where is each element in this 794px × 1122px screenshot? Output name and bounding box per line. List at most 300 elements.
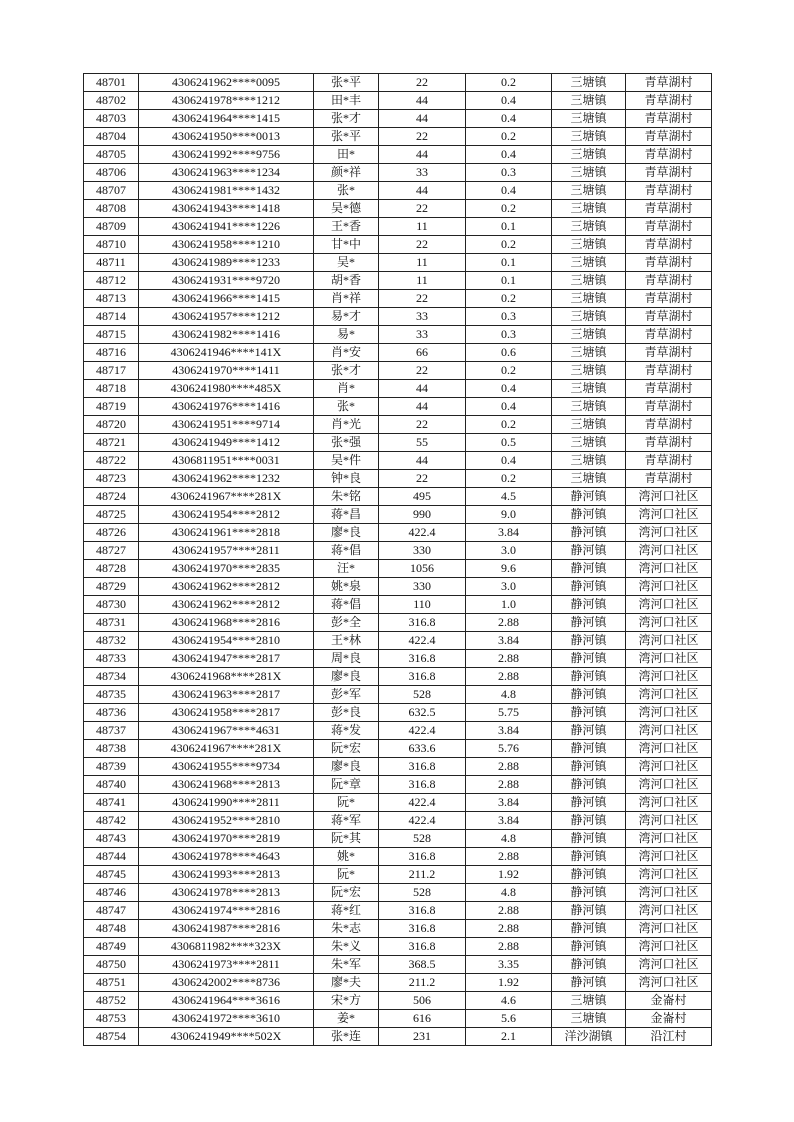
village-cell: 青草湖村 — [626, 380, 712, 398]
table-row — [84, 632, 712, 650]
id-number-cell: 4306241947****2817 — [139, 650, 314, 668]
serial-number-cell: 48732 — [84, 632, 139, 650]
amount-cell: 55 — [379, 434, 466, 452]
village-cell: 湾河口社区 — [626, 668, 712, 686]
amount-cell: 44 — [379, 452, 466, 470]
amount-cell: 316.8 — [379, 776, 466, 794]
village-cell: 青草湖村 — [626, 272, 712, 290]
area-cell: 4.8 — [466, 884, 552, 902]
serial-number-cell: 48752 — [84, 992, 139, 1010]
table-row — [84, 992, 712, 1010]
village-cell: 青草湖村 — [626, 164, 712, 182]
village-cell: 青草湖村 — [626, 398, 712, 416]
name-cell: 朱*义 — [314, 938, 379, 956]
town-cell: 三塘镇 — [552, 416, 626, 434]
town-cell: 静河镇 — [552, 938, 626, 956]
amount-cell: 316.8 — [379, 902, 466, 920]
serial-number-cell: 48708 — [84, 200, 139, 218]
area-cell: 2.88 — [466, 776, 552, 794]
id-number-cell: 4306241968****2813 — [139, 776, 314, 794]
amount-cell: 211.2 — [379, 974, 466, 992]
area-cell: 0.3 — [466, 308, 552, 326]
id-number-cell: 4306241943****1418 — [139, 200, 314, 218]
town-cell: 静河镇 — [552, 542, 626, 560]
town-cell: 静河镇 — [552, 812, 626, 830]
name-cell: 吴* — [314, 254, 379, 272]
town-cell: 静河镇 — [552, 524, 626, 542]
area-cell: 3.84 — [466, 524, 552, 542]
table-row — [84, 236, 712, 254]
name-cell: 廖*良 — [314, 524, 379, 542]
area-cell: 0.4 — [466, 92, 552, 110]
town-cell: 静河镇 — [552, 668, 626, 686]
id-number-cell: 4306241978****4643 — [139, 848, 314, 866]
name-cell: 姚* — [314, 848, 379, 866]
id-number-cell: 4306241970****1411 — [139, 362, 314, 380]
area-cell: 0.2 — [466, 470, 552, 488]
serial-number-cell: 48737 — [84, 722, 139, 740]
town-cell: 三塘镇 — [552, 218, 626, 236]
serial-number-cell: 48707 — [84, 182, 139, 200]
amount-cell: 316.8 — [379, 650, 466, 668]
amount-cell: 330 — [379, 542, 466, 560]
amount-cell: 11 — [379, 218, 466, 236]
village-cell: 青草湖村 — [626, 200, 712, 218]
name-cell: 阮*章 — [314, 776, 379, 794]
town-cell: 静河镇 — [552, 632, 626, 650]
id-number-cell: 4306241976****1416 — [139, 398, 314, 416]
serial-number-cell: 48749 — [84, 938, 139, 956]
table-row — [84, 542, 712, 560]
village-cell: 湾河口社区 — [626, 578, 712, 596]
name-cell: 蒋*倡 — [314, 596, 379, 614]
table-row — [84, 848, 712, 866]
name-cell: 阮*宏 — [314, 884, 379, 902]
table-row — [84, 416, 712, 434]
area-cell: 3.84 — [466, 632, 552, 650]
name-cell: 张*才 — [314, 110, 379, 128]
table-row — [84, 920, 712, 938]
serial-number-cell: 48747 — [84, 902, 139, 920]
table-body — [84, 74, 712, 1046]
id-number-cell: 4306241989****1233 — [139, 254, 314, 272]
serial-number-cell: 48738 — [84, 740, 139, 758]
serial-number-cell: 48701 — [84, 74, 139, 92]
town-cell: 静河镇 — [552, 560, 626, 578]
amount-cell: 66 — [379, 344, 466, 362]
town-cell: 静河镇 — [552, 884, 626, 902]
id-number-cell: 4306241970****2819 — [139, 830, 314, 848]
table-row — [84, 1010, 712, 1028]
area-cell: 0.6 — [466, 344, 552, 362]
table-row — [84, 740, 712, 758]
name-cell: 汪* — [314, 560, 379, 578]
name-cell: 阮* — [314, 866, 379, 884]
town-cell: 静河镇 — [552, 776, 626, 794]
table-row — [84, 776, 712, 794]
table-row — [84, 362, 712, 380]
area-cell: 0.4 — [466, 182, 552, 200]
town-cell: 三塘镇 — [552, 272, 626, 290]
serial-number-cell: 48723 — [84, 470, 139, 488]
town-cell: 三塘镇 — [552, 92, 626, 110]
table-row — [84, 290, 712, 308]
amount-cell: 231 — [379, 1028, 466, 1046]
town-cell: 静河镇 — [552, 920, 626, 938]
name-cell: 蒋*倡 — [314, 542, 379, 560]
town-cell: 三塘镇 — [552, 398, 626, 416]
amount-cell: 110 — [379, 596, 466, 614]
amount-cell: 44 — [379, 380, 466, 398]
table-row — [84, 308, 712, 326]
village-cell: 湾河口社区 — [626, 506, 712, 524]
table-row — [84, 956, 712, 974]
amount-cell: 316.8 — [379, 848, 466, 866]
name-cell: 胡*香 — [314, 272, 379, 290]
name-cell: 张*连 — [314, 1028, 379, 1046]
name-cell: 王*香 — [314, 218, 379, 236]
table-row — [84, 182, 712, 200]
amount-cell: 633.6 — [379, 740, 466, 758]
village-cell: 湾河口社区 — [626, 956, 712, 974]
name-cell: 彭*良 — [314, 704, 379, 722]
area-cell: 3.35 — [466, 956, 552, 974]
name-cell: 张*平 — [314, 128, 379, 146]
town-cell: 三塘镇 — [552, 254, 626, 272]
village-cell: 湾河口社区 — [626, 938, 712, 956]
id-number-cell: 4306241968****2816 — [139, 614, 314, 632]
serial-number-cell: 48706 — [84, 164, 139, 182]
village-cell: 湾河口社区 — [626, 632, 712, 650]
village-cell: 湾河口社区 — [626, 776, 712, 794]
table-row — [84, 668, 712, 686]
amount-cell: 22 — [379, 362, 466, 380]
village-cell: 金崙村 — [626, 1010, 712, 1028]
name-cell: 阮*宏 — [314, 740, 379, 758]
table-row — [84, 272, 712, 290]
town-cell: 静河镇 — [552, 956, 626, 974]
village-cell: 青草湖村 — [626, 362, 712, 380]
area-cell: 2.88 — [466, 848, 552, 866]
name-cell: 周*良 — [314, 650, 379, 668]
id-number-cell: 4306241962****2812 — [139, 596, 314, 614]
id-number-cell: 4306241982****1416 — [139, 326, 314, 344]
area-cell: 3.0 — [466, 578, 552, 596]
area-cell: 5.6 — [466, 1010, 552, 1028]
table-row — [84, 380, 712, 398]
name-cell: 张* — [314, 182, 379, 200]
area-cell: 0.3 — [466, 326, 552, 344]
village-cell: 青草湖村 — [626, 182, 712, 200]
table-row — [84, 794, 712, 812]
name-cell: 廖*良 — [314, 758, 379, 776]
name-cell: 易* — [314, 326, 379, 344]
serial-number-cell: 48710 — [84, 236, 139, 254]
area-cell: 2.1 — [466, 1028, 552, 1046]
table-row — [84, 92, 712, 110]
village-cell: 青草湖村 — [626, 218, 712, 236]
serial-number-cell: 48746 — [84, 884, 139, 902]
town-cell: 静河镇 — [552, 974, 626, 992]
serial-number-cell: 48711 — [84, 254, 139, 272]
village-cell: 青草湖村 — [626, 470, 712, 488]
area-cell: 0.1 — [466, 218, 552, 236]
table-row — [84, 596, 712, 614]
id-number-cell: 4306241967****4631 — [139, 722, 314, 740]
village-cell: 青草湖村 — [626, 416, 712, 434]
name-cell: 张*平 — [314, 74, 379, 92]
serial-number-cell: 48727 — [84, 542, 139, 560]
table-row — [84, 452, 712, 470]
amount-cell: 11 — [379, 272, 466, 290]
town-cell: 三塘镇 — [552, 1010, 626, 1028]
serial-number-cell: 48735 — [84, 686, 139, 704]
amount-cell: 44 — [379, 182, 466, 200]
id-number-cell: 4306241973****2811 — [139, 956, 314, 974]
amount-cell: 316.8 — [379, 614, 466, 632]
table-row — [84, 560, 712, 578]
amount-cell: 506 — [379, 992, 466, 1010]
amount-cell: 33 — [379, 326, 466, 344]
id-number-cell: 4306241963****2817 — [139, 686, 314, 704]
village-cell: 湾河口社区 — [626, 596, 712, 614]
village-cell: 湾河口社区 — [626, 488, 712, 506]
id-number-cell: 4306241962****0095 — [139, 74, 314, 92]
town-cell: 三塘镇 — [552, 200, 626, 218]
village-cell: 湾河口社区 — [626, 812, 712, 830]
area-cell: 2.88 — [466, 902, 552, 920]
serial-number-cell: 48725 — [84, 506, 139, 524]
town-cell: 静河镇 — [552, 506, 626, 524]
area-cell: 0.4 — [466, 380, 552, 398]
name-cell: 张*才 — [314, 362, 379, 380]
area-cell: 0.2 — [466, 290, 552, 308]
serial-number-cell: 48715 — [84, 326, 139, 344]
town-cell: 三塘镇 — [552, 164, 626, 182]
village-cell: 青草湖村 — [626, 344, 712, 362]
area-cell: 3.84 — [466, 722, 552, 740]
town-cell: 三塘镇 — [552, 992, 626, 1010]
serial-number-cell: 48716 — [84, 344, 139, 362]
id-number-cell: 4306241952****2810 — [139, 812, 314, 830]
amount-cell: 211.2 — [379, 866, 466, 884]
serial-number-cell: 48740 — [84, 776, 139, 794]
id-number-cell: 4306241951****9714 — [139, 416, 314, 434]
amount-cell: 368.5 — [379, 956, 466, 974]
village-cell: 青草湖村 — [626, 452, 712, 470]
area-cell: 9.0 — [466, 506, 552, 524]
village-cell: 青草湖村 — [626, 254, 712, 272]
id-number-cell: 4306241957****1212 — [139, 308, 314, 326]
serial-number-cell: 48741 — [84, 794, 139, 812]
area-cell: 0.1 — [466, 254, 552, 272]
village-cell: 青草湖村 — [626, 236, 712, 254]
name-cell: 彭*军 — [314, 686, 379, 704]
area-cell: 9.6 — [466, 560, 552, 578]
village-cell: 青草湖村 — [626, 290, 712, 308]
amount-cell: 316.8 — [379, 938, 466, 956]
id-number-cell: 4306241931****9720 — [139, 272, 314, 290]
name-cell: 蒋*发 — [314, 722, 379, 740]
table-row — [84, 974, 712, 992]
name-cell: 蒋*军 — [314, 812, 379, 830]
name-cell: 朱*志 — [314, 920, 379, 938]
town-cell: 三塘镇 — [552, 452, 626, 470]
serial-number-cell: 48748 — [84, 920, 139, 938]
table-row — [84, 344, 712, 362]
village-cell: 湾河口社区 — [626, 866, 712, 884]
amount-cell: 22 — [379, 290, 466, 308]
area-cell: 1.0 — [466, 596, 552, 614]
amount-cell: 528 — [379, 686, 466, 704]
village-cell: 青草湖村 — [626, 308, 712, 326]
area-cell: 5.76 — [466, 740, 552, 758]
data-table — [83, 73, 712, 1046]
table-row — [84, 686, 712, 704]
area-cell: 0.1 — [466, 272, 552, 290]
serial-number-cell: 48744 — [84, 848, 139, 866]
town-cell: 三塘镇 — [552, 362, 626, 380]
town-cell: 静河镇 — [552, 596, 626, 614]
area-cell: 3.84 — [466, 794, 552, 812]
town-cell: 三塘镇 — [552, 74, 626, 92]
serial-number-cell: 48751 — [84, 974, 139, 992]
table-row — [84, 902, 712, 920]
town-cell: 静河镇 — [552, 830, 626, 848]
id-number-cell: 4306811982****323X — [139, 938, 314, 956]
name-cell: 钟*良 — [314, 470, 379, 488]
village-cell: 湾河口社区 — [626, 830, 712, 848]
table-row — [84, 434, 712, 452]
town-cell: 静河镇 — [552, 866, 626, 884]
table-row — [84, 524, 712, 542]
area-cell: 0.2 — [466, 236, 552, 254]
name-cell: 阮*其 — [314, 830, 379, 848]
name-cell: 张*强 — [314, 434, 379, 452]
amount-cell: 22 — [379, 236, 466, 254]
town-cell: 洋沙湖镇 — [552, 1028, 626, 1046]
village-cell: 湾河口社区 — [626, 974, 712, 992]
town-cell: 三塘镇 — [552, 380, 626, 398]
table-row — [84, 200, 712, 218]
village-cell: 青草湖村 — [626, 434, 712, 452]
name-cell: 田*丰 — [314, 92, 379, 110]
serial-number-cell: 48718 — [84, 380, 139, 398]
table-row — [84, 470, 712, 488]
village-cell: 沿江村 — [626, 1028, 712, 1046]
serial-number-cell: 48742 — [84, 812, 139, 830]
name-cell: 张* — [314, 398, 379, 416]
serial-number-cell: 48743 — [84, 830, 139, 848]
table-row — [84, 578, 712, 596]
id-number-cell: 4306241949****1412 — [139, 434, 314, 452]
id-number-cell: 4306241980****485X — [139, 380, 314, 398]
village-cell: 青草湖村 — [626, 146, 712, 164]
id-number-cell: 4306241964****3616 — [139, 992, 314, 1010]
id-number-cell: 4306241950****0013 — [139, 128, 314, 146]
amount-cell: 616 — [379, 1010, 466, 1028]
town-cell: 静河镇 — [552, 578, 626, 596]
serial-number-cell: 48717 — [84, 362, 139, 380]
table-row — [84, 218, 712, 236]
amount-cell: 422.4 — [379, 632, 466, 650]
id-number-cell: 4306241972****3610 — [139, 1010, 314, 1028]
id-number-cell: 4306241967****281X — [139, 488, 314, 506]
serial-number-cell: 48731 — [84, 614, 139, 632]
town-cell: 静河镇 — [552, 902, 626, 920]
table-row — [84, 812, 712, 830]
amount-cell: 316.8 — [379, 920, 466, 938]
amount-cell: 11 — [379, 254, 466, 272]
serial-number-cell: 48733 — [84, 650, 139, 668]
id-number-cell: 4306241963****1234 — [139, 164, 314, 182]
serial-number-cell: 48705 — [84, 146, 139, 164]
table-row — [84, 164, 712, 182]
amount-cell: 422.4 — [379, 524, 466, 542]
table-row — [84, 1028, 712, 1046]
area-cell: 2.88 — [466, 938, 552, 956]
amount-cell: 528 — [379, 884, 466, 902]
area-cell: 3.0 — [466, 542, 552, 560]
area-cell: 4.6 — [466, 992, 552, 1010]
area-cell: 0.2 — [466, 362, 552, 380]
name-cell: 廖*夫 — [314, 974, 379, 992]
town-cell: 静河镇 — [552, 722, 626, 740]
id-number-cell: 4306241992****9756 — [139, 146, 314, 164]
amount-cell: 422.4 — [379, 812, 466, 830]
name-cell: 廖*良 — [314, 668, 379, 686]
village-cell: 湾河口社区 — [626, 884, 712, 902]
amount-cell: 22 — [379, 128, 466, 146]
name-cell: 蒋*昌 — [314, 506, 379, 524]
town-cell: 三塘镇 — [552, 236, 626, 254]
serial-number-cell: 48721 — [84, 434, 139, 452]
amount-cell: 422.4 — [379, 794, 466, 812]
town-cell: 静河镇 — [552, 704, 626, 722]
village-cell: 青草湖村 — [626, 92, 712, 110]
village-cell: 青草湖村 — [626, 128, 712, 146]
amount-cell: 22 — [379, 416, 466, 434]
id-number-cell: 4306241954****2812 — [139, 506, 314, 524]
id-number-cell: 4306241949****502X — [139, 1028, 314, 1046]
table-row — [84, 110, 712, 128]
area-cell: 3.84 — [466, 812, 552, 830]
name-cell: 吴*件 — [314, 452, 379, 470]
town-cell: 静河镇 — [552, 740, 626, 758]
name-cell: 姚*泉 — [314, 578, 379, 596]
village-cell: 青草湖村 — [626, 110, 712, 128]
area-cell: 0.2 — [466, 200, 552, 218]
area-cell: 1.92 — [466, 974, 552, 992]
serial-number-cell: 48726 — [84, 524, 139, 542]
id-number-cell: 4306241990****2811 — [139, 794, 314, 812]
table-row — [84, 74, 712, 92]
name-cell: 彭*全 — [314, 614, 379, 632]
name-cell: 朱*铭 — [314, 488, 379, 506]
village-cell: 湾河口社区 — [626, 848, 712, 866]
table-row — [84, 146, 712, 164]
name-cell: 甘*中 — [314, 236, 379, 254]
name-cell: 颜*祥 — [314, 164, 379, 182]
amount-cell: 22 — [379, 200, 466, 218]
table-row — [84, 326, 712, 344]
town-cell: 三塘镇 — [552, 308, 626, 326]
village-cell: 湾河口社区 — [626, 650, 712, 668]
area-cell: 1.92 — [466, 866, 552, 884]
area-cell: 0.4 — [466, 110, 552, 128]
serial-number-cell: 48730 — [84, 596, 139, 614]
serial-number-cell: 48754 — [84, 1028, 139, 1046]
